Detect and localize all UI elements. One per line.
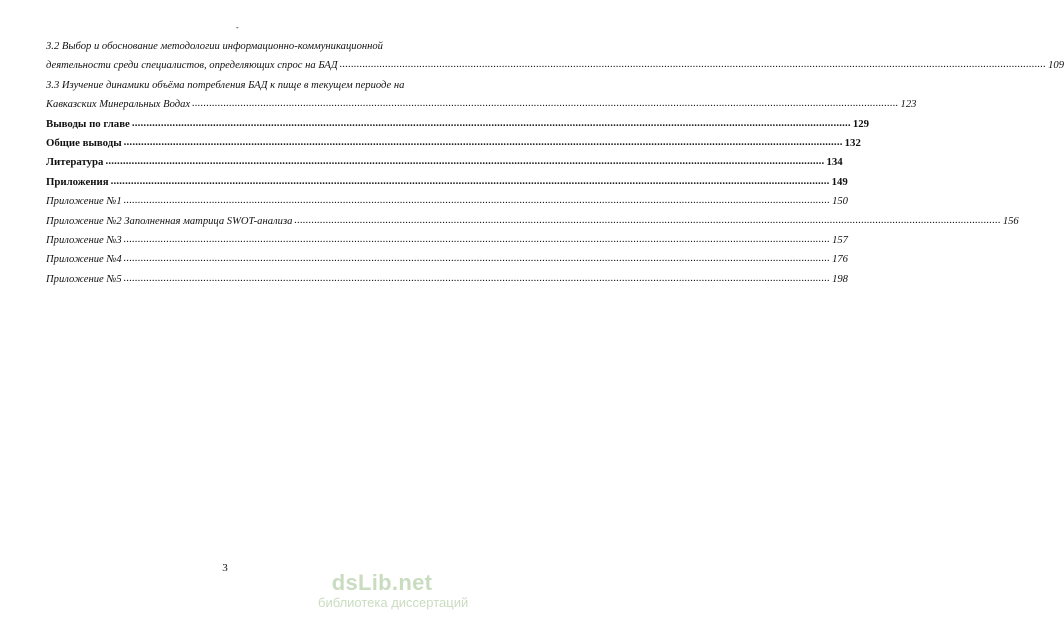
table-of-contents <box>46 37 1064 289</box>
toc-entry-page: 176 <box>832 254 848 266</box>
toc-entry-title: Приложение №3 <box>46 234 122 246</box>
toc-leader-dots <box>124 249 830 268</box>
toc-entry <box>46 231 848 250</box>
toc-leader-dots <box>124 133 843 152</box>
toc-entry <box>46 134 861 153</box>
toc-entry-title: Приложение №4 <box>46 254 122 266</box>
toc-entry-title: Кавказских Минеральных Водах <box>46 99 191 111</box>
toc-entry-title: 3.2 Выбор и обоснование методологии информационно-коммуникационной <box>46 41 383 52</box>
toc-entry-page: 198 <box>832 273 848 285</box>
toc-leader-dots <box>111 172 830 191</box>
toc-entry <box>46 173 848 192</box>
toc-leader-dots <box>124 269 830 288</box>
header-mark: - <box>236 23 239 32</box>
toc-entry-title: Литература <box>46 156 104 169</box>
toc-entry-title: Приложение №1 <box>46 196 122 208</box>
watermark-subtitle: библиотека диссертаций <box>318 595 469 610</box>
toc-entry-page: 109 <box>1048 60 1064 72</box>
toc-entry-title: Общие выводы <box>46 136 122 149</box>
toc-entry-title: Приложение №5 <box>46 273 122 285</box>
toc-entry-title: деятельности среди специалистов, определяющих спрос на БАД <box>46 60 338 72</box>
toc-entry <box>46 153 843 172</box>
toc-entry <box>46 270 848 289</box>
toc-entry-page: 156 <box>1002 215 1019 227</box>
toc-entry <box>46 95 917 114</box>
toc-entry-title: Приложения <box>46 175 109 188</box>
toc-entry <box>46 56 1064 75</box>
toc-leader-dots <box>192 94 898 113</box>
toc-entry-page: 129 <box>852 117 870 130</box>
toc-entry <box>46 212 1019 231</box>
toc-entry-page: 149 <box>831 175 848 188</box>
toc-entry-title: 3.3 Изучение динамики объёма потребления БАД к пище в текущем периоде на <box>46 79 405 91</box>
page-number: 3 <box>222 562 228 574</box>
toc-entry-page: 123 <box>900 99 917 111</box>
toc-entry <box>46 250 848 269</box>
toc-leader-dots <box>124 230 830 249</box>
toc-entry <box>46 115 870 134</box>
toc-leader-dots <box>294 211 1000 230</box>
toc-entry <box>46 76 430 95</box>
toc-entry-page: 132 <box>844 136 861 149</box>
toc-leader-dots <box>340 55 1046 74</box>
toc-entry-page: 150 <box>832 196 848 208</box>
watermark-logo-text: dsLib.net <box>331 570 433 595</box>
toc-entry-title: Приложение №2 Заполненная матрица SWOT-анализа <box>46 215 293 227</box>
toc-leader-dots <box>105 152 824 171</box>
toc-entry-page: 134 <box>826 156 843 169</box>
toc-entry-title: Выводы по главе <box>46 117 130 130</box>
toc-leader-dots <box>124 191 830 210</box>
toc-entry <box>46 37 430 56</box>
toc-entry <box>46 192 848 211</box>
toc-entry-page: 157 <box>832 234 848 246</box>
watermark-logo <box>318 570 469 610</box>
toc-leader-dots <box>132 114 851 133</box>
